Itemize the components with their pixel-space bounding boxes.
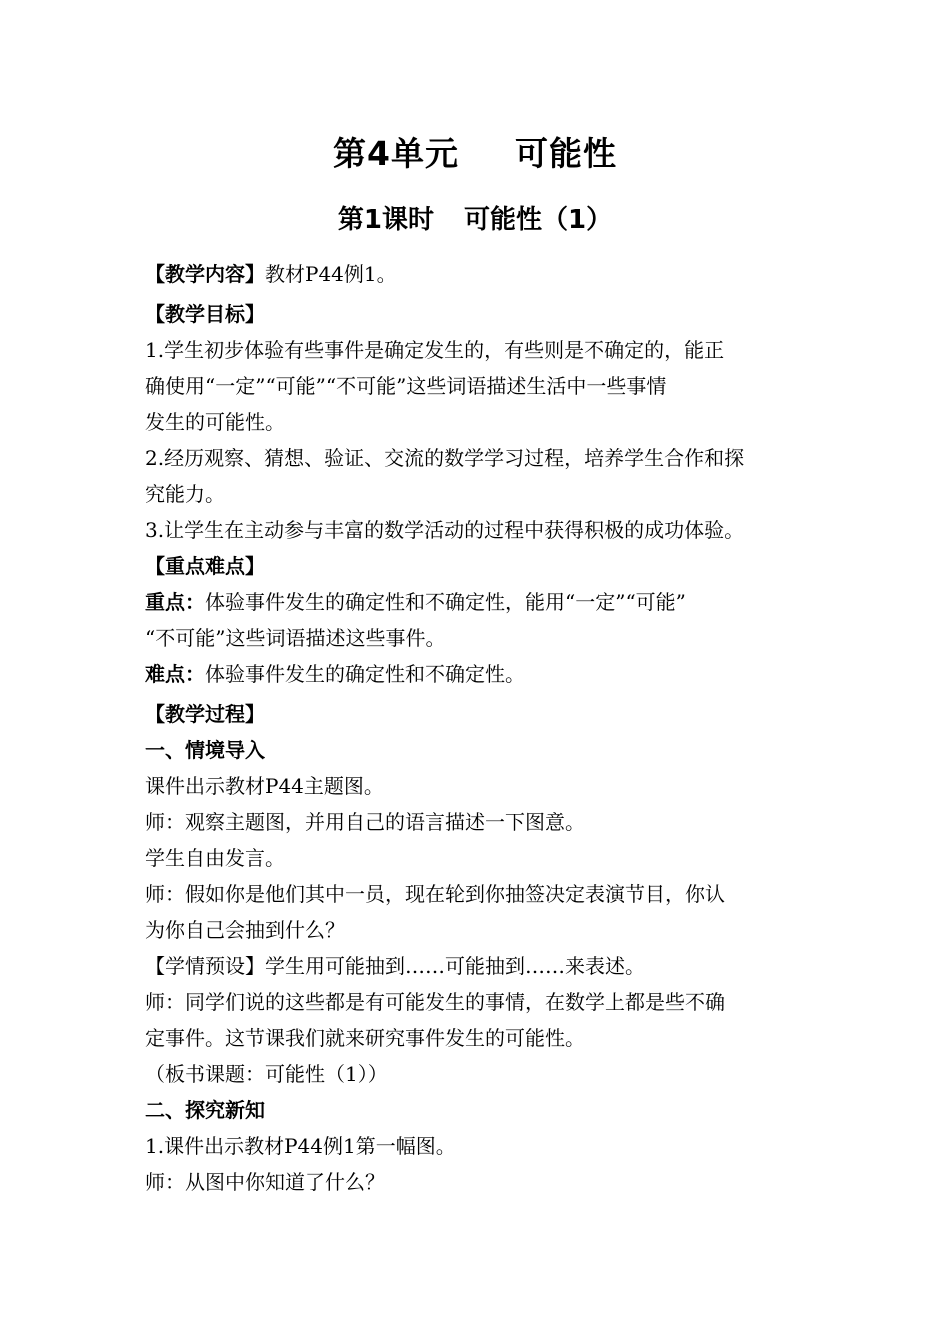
teaching-content — [145, 256, 815, 292]
key-points-heading: 【重点难点】 — [145, 554, 265, 578]
lesson-number: 第1课时 — [337, 205, 434, 235]
section-title: 二、探究新知 — [145, 1098, 265, 1122]
paragraph-line: 师：同学们说的这些都是有可能发生的事情，在数学上都是些不确 — [145, 990, 725, 1014]
lesson-topic: 可能性（1） — [464, 205, 613, 235]
paragraph-line: 【学情预设】学生用可能抽到……可能抽到……来表述。 — [145, 954, 645, 978]
paragraph-line: 3.让学生在主动参与丰富的数学活动的过程中获得积极的成功体验。 — [145, 518, 745, 542]
paragraph-line: 师：假如你是他们其中一员，现在轮到你抽签决定表演节目，你认 — [145, 882, 725, 906]
difficult-point — [145, 656, 815, 692]
key-point — [145, 584, 815, 620]
paragraph-line: 1.学生初步体验有些事件是确定发生的，有些则是不确定的，能正 — [145, 338, 725, 362]
paragraph-line: 发生的可能性。 — [145, 410, 285, 434]
lesson-body — [145, 256, 815, 1200]
paragraph-line: 学生自由发言。 — [145, 846, 285, 870]
unit-number: 第4单元 — [333, 134, 459, 173]
paragraph-line: “不可能”这些词语描述这些事件。 — [145, 626, 446, 650]
section-title: 一、情境导入 — [145, 738, 265, 762]
section-label: 【教学内容】 — [145, 262, 265, 286]
process-heading: 【教学过程】 — [145, 702, 265, 726]
unit-topic: 可能性 — [514, 134, 617, 173]
paragraph-line: 2.经历观察、猜想、验证、交流的数学学习过程，培养学生合作和探 — [145, 446, 745, 470]
paragraph-line: 师：观察主题图，并用自己的语言描述一下图意。 — [145, 810, 585, 834]
objectives-heading: 【教学目标】 — [145, 302, 265, 326]
paragraph-text: 体验事件发生的确定性和不确定性。 — [205, 662, 525, 686]
paragraph-line: 确使用“一定”“可能”“不可能”这些词语描述生活中一些事情 — [145, 374, 667, 398]
paragraph-text: 体验事件发生的确定性和不确定性，能用“一定”“可能” — [205, 590, 686, 614]
key-label: 重点： — [145, 590, 205, 614]
unit-title — [0, 128, 950, 175]
lesson-title — [0, 199, 950, 236]
paragraph-line: 究能力。 — [145, 482, 225, 506]
paragraph-line: 定事件。这节课我们就来研究事件发生的可能性。 — [145, 1026, 585, 1050]
paragraph-line: 师：从图中你知道了什么？ — [145, 1170, 385, 1194]
paragraph-line: 1.课件出示教材P44例1第一幅图。 — [145, 1134, 456, 1158]
difficult-label: 难点： — [145, 662, 205, 686]
paragraph-line: 为你自己会抽到什么？ — [145, 918, 345, 942]
paragraph-line: （板书课题：可能性（1）） — [145, 1062, 388, 1086]
paragraph-line: 课件出示教材P44主题图。 — [145, 774, 384, 798]
paragraph-text: 教材P44例1。 — [265, 262, 397, 286]
